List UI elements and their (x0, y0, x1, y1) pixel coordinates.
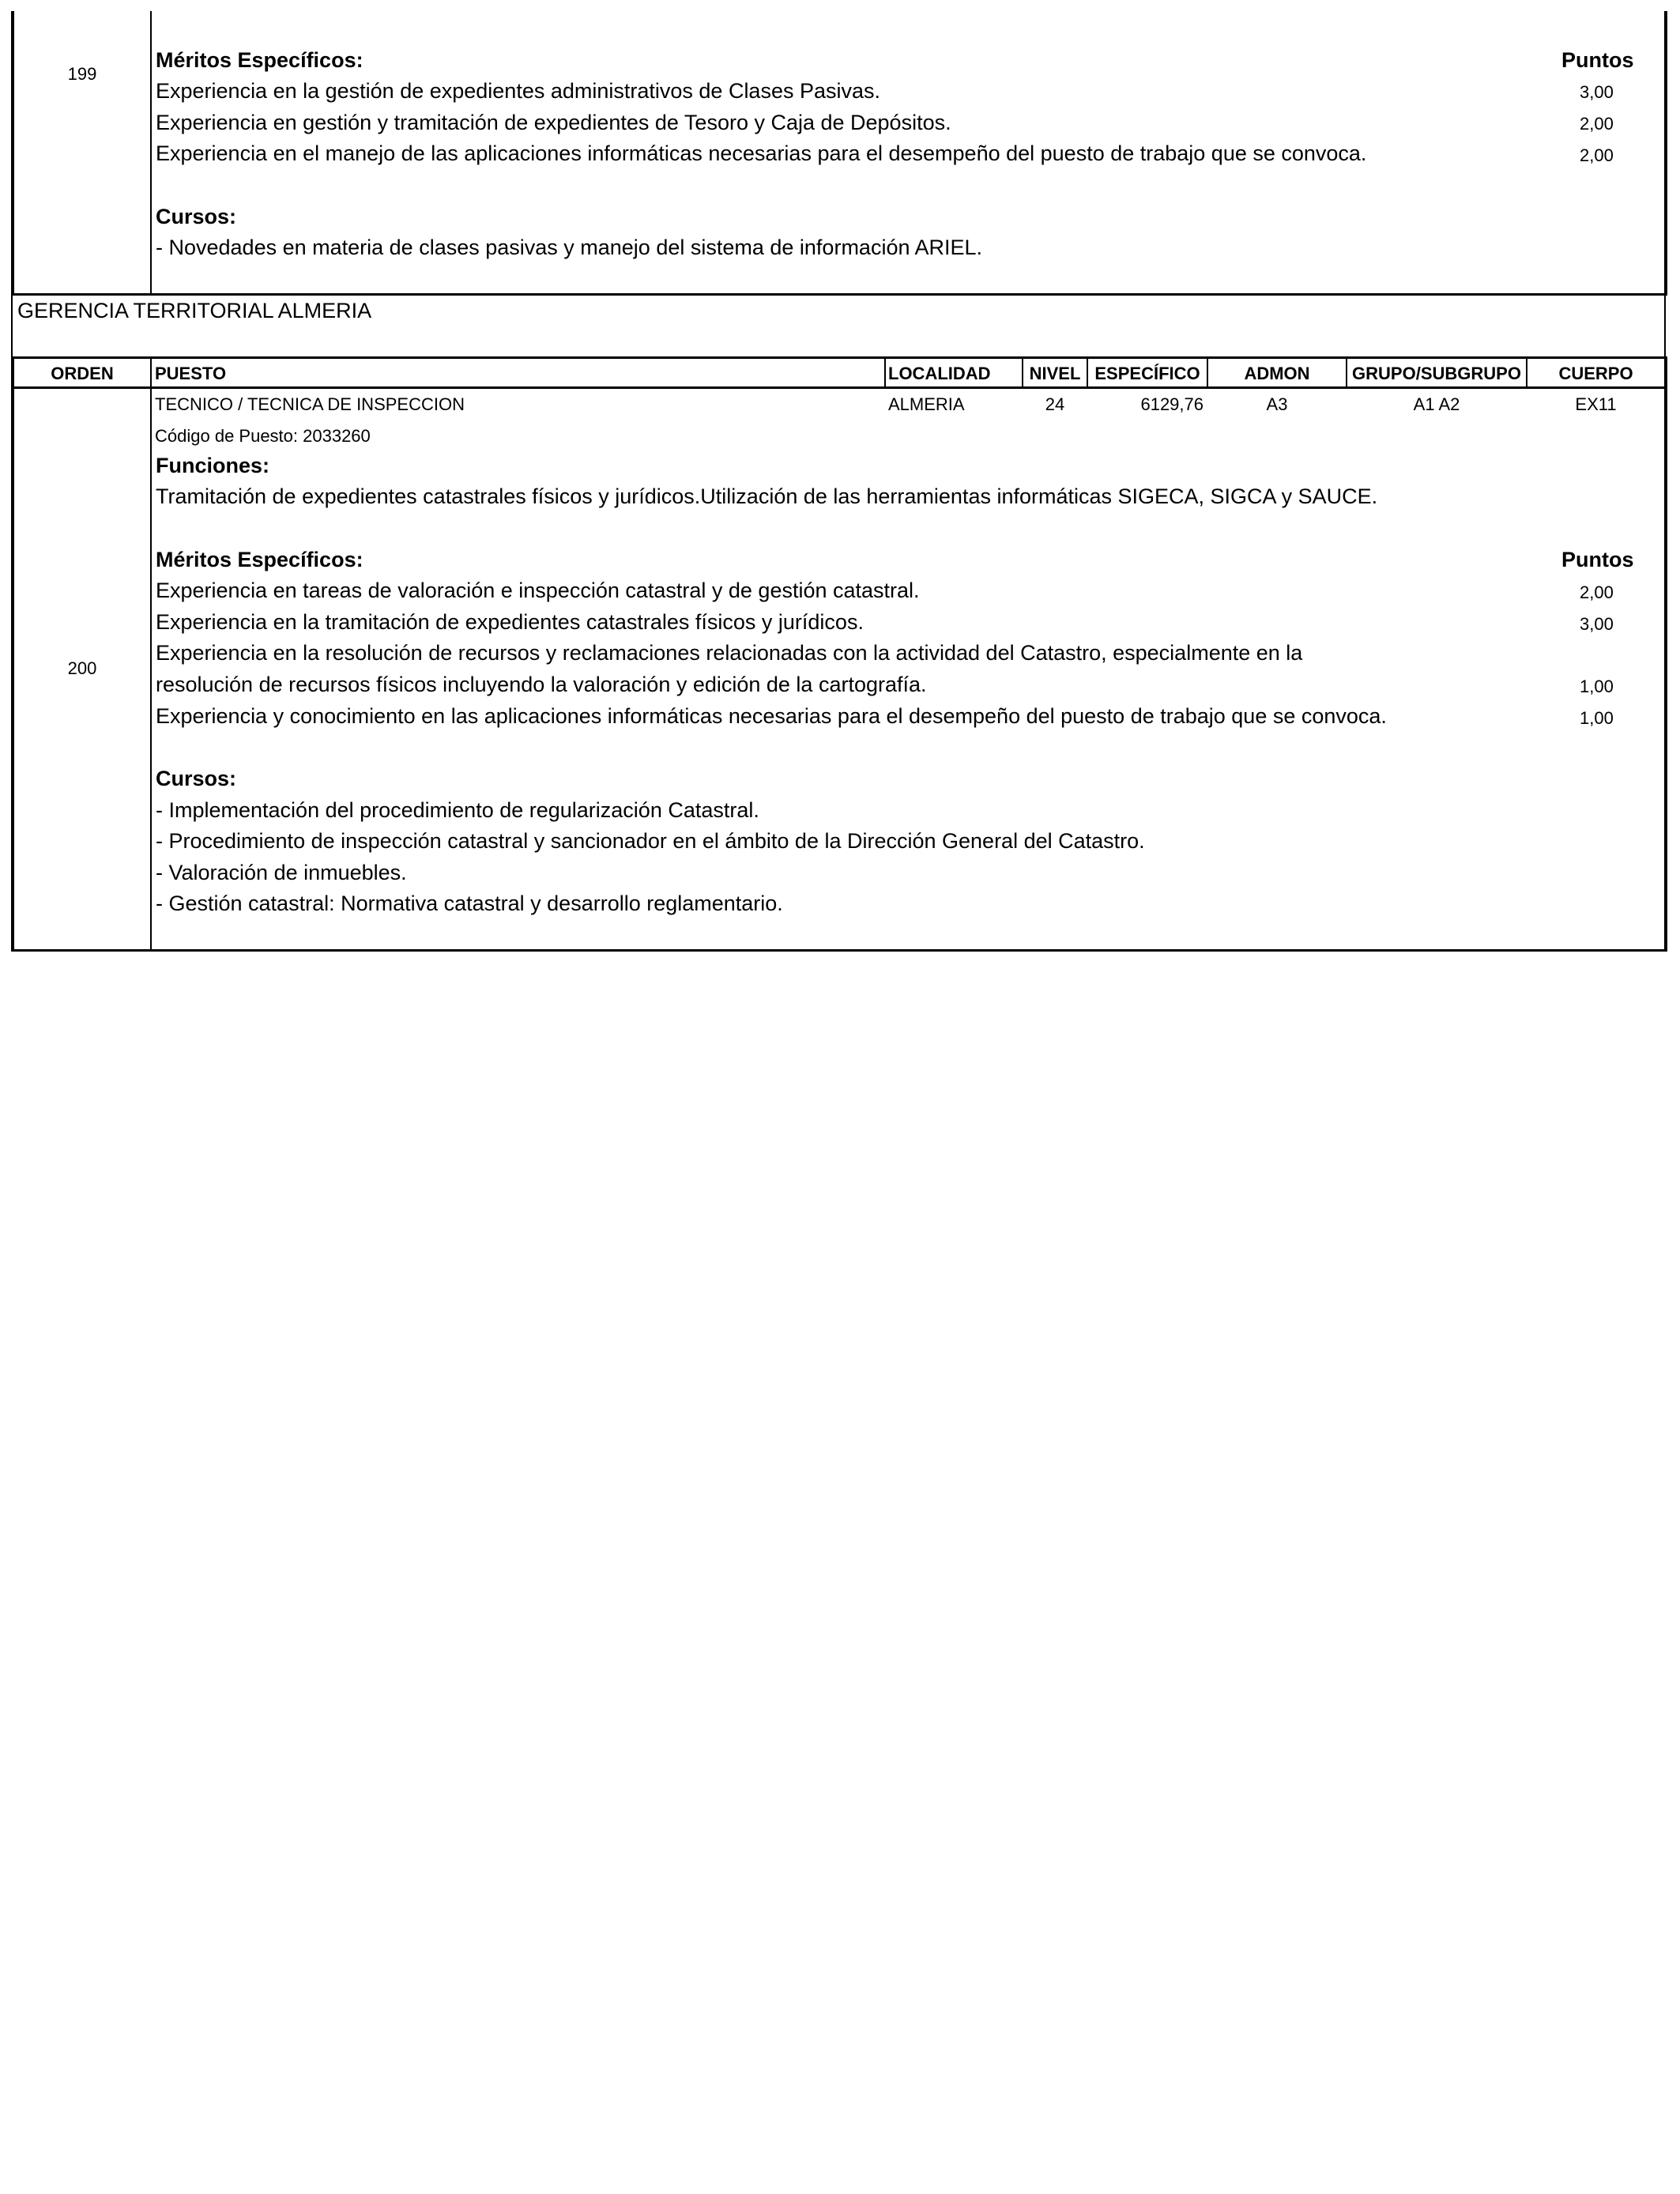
merito-puntos: 2,00 (1580, 114, 1614, 134)
border-right-200 (1664, 356, 1667, 952)
merito-puntos: 3,00 (1580, 82, 1614, 102)
merito-item: Experiencia en la gestión de expedientes administrativos de Clases Pasivas. (156, 79, 881, 103)
merito-puntos: 2,00 (1580, 145, 1614, 165)
curso-item: - Procedimiento de inspección catastral y sancionador en el ámbito de la Dirección General del Catastro. (156, 829, 1145, 853)
merito-puntos: 2,00 (1580, 582, 1614, 602)
nivel-cell: 24 (1045, 394, 1065, 414)
border-bottom-200 (11, 949, 1667, 952)
grupo-cell: A1 A2 (1413, 394, 1460, 414)
border-left-section (11, 293, 13, 358)
border-right-section (1664, 293, 1666, 358)
section-title: GERENCIA TERRITORIAL ALMERIA (17, 299, 372, 322)
merito-item: resolución de recursos físicos incluyendo la valoración y edición de la cartografía. (156, 673, 927, 696)
border-left-200 (11, 356, 14, 952)
orden-cell: 199 (67, 64, 97, 84)
merito-item: Experiencia en la tramitación de expedientes catastrales físicos y jurídicos. (156, 610, 864, 634)
header-div-puesto (884, 356, 886, 388)
cursos-heading: Cursos: (156, 205, 237, 228)
header-top (11, 356, 1667, 359)
divider-orden-199 (150, 11, 152, 296)
header-orden: ORDEN (51, 364, 114, 383)
header-bottom (11, 386, 1667, 389)
header-puesto: PUESTO (155, 364, 227, 383)
border-bottom-199 (11, 293, 1667, 296)
header-grupo: GRUPO/SUBGRUPO (1352, 364, 1521, 383)
curso-item: - Implementación del procedimiento de regularización Catastral. (156, 798, 759, 822)
merito-item: Experiencia y conocimiento en las aplicaciones informáticas necesarias para el desempeño del puesto de trabajo que se convoca. (156, 704, 1387, 728)
localidad-cell: ALMERIA (888, 394, 965, 414)
curso-item: - Gestión catastral: Normativa catastral y desarrollo reglamentario. (156, 892, 783, 915)
puntos-heading: Puntos (1561, 548, 1634, 571)
curso-item: - Novedades en materia de clases pasivas y manejo del sistema de información ARIEL. (156, 236, 983, 259)
orden-cell: 200 (67, 658, 97, 678)
border-left-199 (11, 11, 14, 296)
merito-item: Experiencia en la resolución de recursos y reclamaciones relacionadas con la actividad del Catastro, especialmente en la (156, 641, 1303, 665)
merito-item: Experiencia en tareas de valoración e inspección catastral y de gestión catastral. (156, 579, 920, 602)
cursos-heading: Cursos: (156, 767, 237, 790)
curso-item: - Valoración de inmuebles. (156, 861, 407, 884)
funciones-text: Tramitación de expedientes catastrales físicos y jurídicos.Utilización de las herramientas informáticas SIGECA, SIGCA y SAUCE. (156, 484, 1378, 508)
especifico-cell: 6129,76 (1140, 394, 1203, 414)
cuerpo-cell: EX11 (1575, 394, 1617, 414)
puntos-heading: Puntos (1561, 48, 1634, 72)
funciones-heading: Funciones: (156, 454, 270, 477)
header-nivel: NIVEL (1029, 364, 1081, 383)
header-localidad: LOCALIDAD (888, 364, 991, 383)
meritos-heading: Méritos Específicos: (156, 48, 363, 72)
codigo-puesto: Código de Puesto: 2033260 (155, 426, 371, 446)
divider-orden-200 (150, 386, 152, 952)
border-right-199 (1664, 11, 1667, 296)
puesto-cell: TECNICO / TECNICA DE INSPECCION (155, 394, 465, 414)
merito-item: Experiencia en gestión y tramitación de expedientes de Tesoro y Caja de Depósitos. (156, 111, 951, 134)
header-especifico: ESPECÍFICO (1094, 364, 1200, 383)
meritos-heading: Méritos Específicos: (156, 548, 363, 571)
merito-puntos: 3,00 (1580, 614, 1614, 634)
header-admon: ADMON (1244, 364, 1310, 383)
header-div-orden (150, 356, 152, 388)
admon-cell: A3 (1266, 394, 1288, 414)
merito-puntos: 1,00 (1580, 677, 1614, 696)
merito-item: Experiencia en el manejo de las aplicaciones informáticas necesarias para el desempeño del puesto de trabajo que se convoca. (156, 141, 1367, 165)
header-cuerpo: CUERPO (1558, 364, 1633, 383)
merito-puntos: 1,00 (1580, 708, 1614, 728)
